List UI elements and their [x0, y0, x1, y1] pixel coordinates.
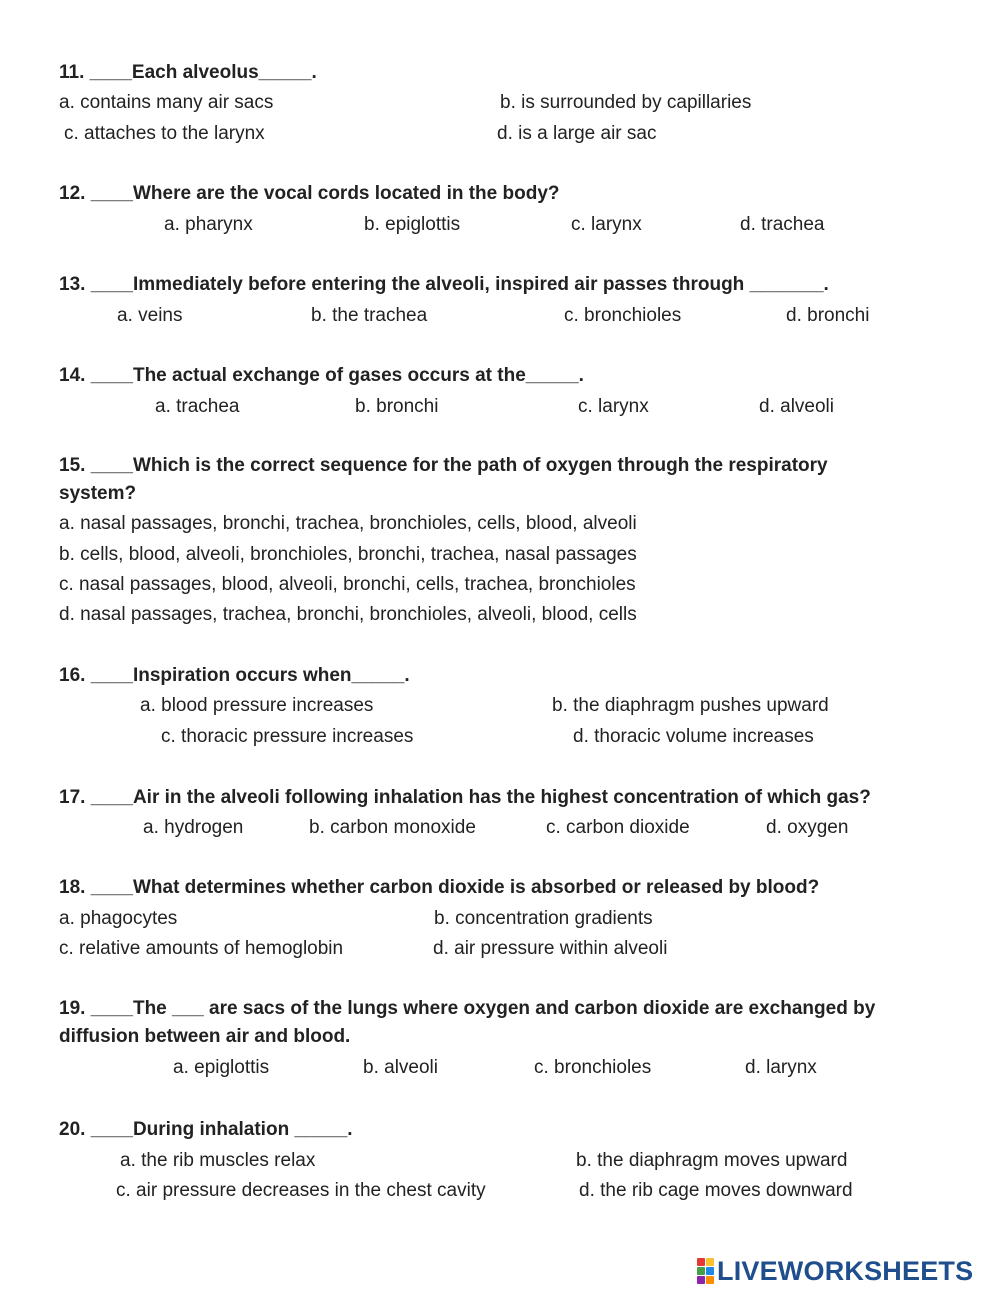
question-12-option-b[interactable]: b. epiglottis — [364, 214, 461, 235]
question-18-prompt: 18. ____What determines whether carbon dioxide is absorbed or released by blood? — [59, 877, 820, 898]
question-11-option-c[interactable]: c. attaches to the larynx — [64, 123, 265, 144]
question-11-option-d[interactable]: d. is a large air sac — [497, 123, 657, 144]
liveworksheets-logo-text: LIVEWORKSHEETS — [717, 1256, 974, 1286]
question-18-option-a[interactable]: a. phagocytes — [59, 908, 178, 929]
question-11-option-a[interactable]: a. contains many air sacs — [59, 92, 274, 113]
question-18-option-b[interactable]: b. concentration gradients — [434, 908, 653, 929]
question-20-option-b[interactable]: b. the diaphragm moves upward — [576, 1150, 848, 1171]
question-13-option-a[interactable]: a. veins — [117, 305, 183, 326]
question-14-prompt: 14. ____The actual exchange of gases occurs at the_____. — [59, 365, 584, 386]
question-17-option-d[interactable]: d. oxygen — [766, 817, 849, 838]
question-14-option-c[interactable]: c. larynx — [578, 396, 649, 417]
question-20-option-a[interactable]: a. the rib muscles relax — [120, 1150, 316, 1171]
question-12-option-a[interactable]: a. pharynx — [164, 214, 253, 235]
question-20-option-c[interactable]: c. air pressure decreases in the chest cavity — [116, 1180, 486, 1201]
question-17-prompt: 17. ____Air in the alveoli following inhalation has the highest concentration of which gas? — [59, 787, 871, 808]
question-18-option-d[interactable]: d. air pressure within alveoli — [433, 938, 668, 959]
question-19-option-d[interactable]: d. larynx — [745, 1057, 817, 1078]
question-17-option-a[interactable]: a. hydrogen — [143, 817, 244, 838]
question-15-prompt-line1: 15. ____Which is the correct sequence for the path of oxygen through the respiratory — [59, 455, 828, 476]
question-20-prompt: 20. ____During inhalation _____. — [59, 1119, 353, 1140]
question-13-option-b[interactable]: b. the trachea — [311, 305, 428, 326]
question-14-option-d[interactable]: d. alveoli — [759, 396, 834, 417]
question-17-option-c[interactable]: c. carbon dioxide — [546, 817, 690, 838]
liveworksheets-logo — [697, 1257, 973, 1285]
question-19-option-b[interactable]: b. alveoli — [363, 1057, 438, 1078]
question-14-option-a[interactable]: a. trachea — [155, 396, 240, 417]
question-13-option-d[interactable]: d. bronchi — [786, 305, 870, 326]
question-16-prompt: 16. ____Inspiration occurs when_____. — [59, 665, 410, 686]
question-15-prompt-line2: system? — [59, 483, 137, 504]
question-19-prompt-line2: diffusion between air and blood. — [59, 1026, 351, 1047]
question-19-prompt-line1: 19. ____The ___ are sacs of the lungs where oxygen and carbon dioxide are exchanged by — [59, 998, 876, 1019]
question-11-prompt: 11. ____Each alveolus_____. — [59, 62, 317, 83]
question-12-option-d[interactable]: d. trachea — [740, 214, 825, 235]
question-14-option-b[interactable]: b. bronchi — [355, 396, 439, 417]
question-18-option-c[interactable]: c. relative amounts of hemoglobin — [59, 938, 344, 959]
question-17-option-b[interactable]: b. carbon monoxide — [309, 817, 476, 838]
question-19-option-c[interactable]: c. bronchioles — [534, 1057, 652, 1078]
question-13-prompt: 13. ____Immediately before entering the alveoli, inspired air passes through _______. — [59, 274, 829, 295]
question-12-prompt: 12. ____Where are the vocal cords located in the body? — [59, 183, 560, 204]
question-15-option-c[interactable]: c. nasal passages, blood, alveoli, bronchi, cells, trachea, bronchioles — [59, 574, 636, 595]
question-15-option-b[interactable]: b. cells, blood, alveoli, bronchioles, bronchi, trachea, nasal passages — [59, 544, 637, 565]
question-16-option-b[interactable]: b. the diaphragm pushes upward — [552, 695, 829, 716]
question-16-option-a[interactable]: a. blood pressure increases — [140, 695, 374, 716]
question-19-option-a[interactable]: a. epiglottis — [173, 1057, 270, 1078]
question-15-option-a[interactable]: a. nasal passages, bronchi, trachea, bronchioles, cells, blood, alveoli — [59, 513, 637, 534]
question-16-option-c[interactable]: c. thoracic pressure increases — [161, 726, 414, 747]
question-16-option-d[interactable]: d. thoracic volume increases — [573, 726, 814, 747]
question-12-option-c[interactable]: c. larynx — [571, 214, 642, 235]
question-11-option-b[interactable]: b. is surrounded by capillaries — [500, 92, 752, 113]
question-13-option-c[interactable]: c. bronchioles — [564, 305, 682, 326]
liveworksheets-logo-icon — [697, 1258, 714, 1284]
question-15-option-d[interactable]: d. nasal passages, trachea, bronchi, bronchioles, alveoli, blood, cells — [59, 604, 637, 625]
question-20-option-d[interactable]: d. the rib cage moves downward — [579, 1180, 853, 1201]
